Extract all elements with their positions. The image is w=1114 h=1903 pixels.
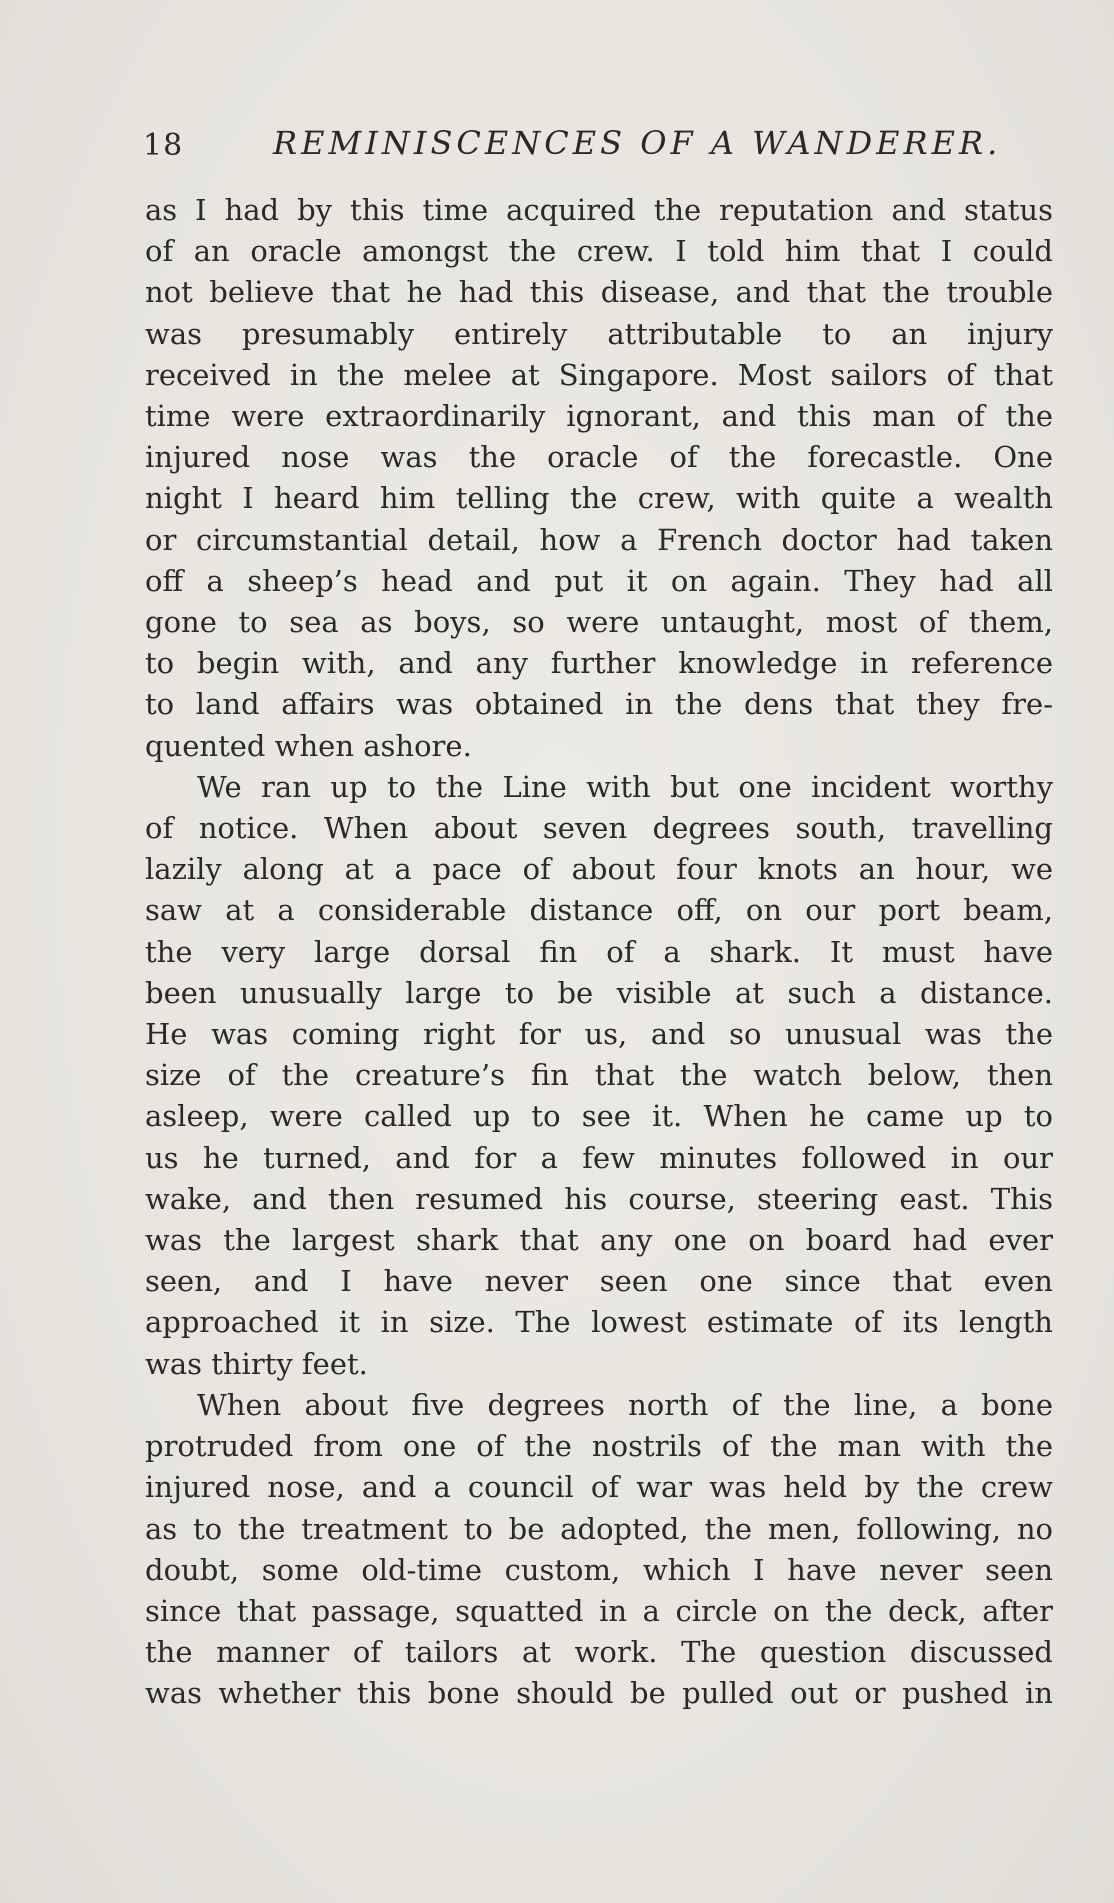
text-line: was thirty feet.	[145, 1346, 368, 1381]
text-line: as I had by this time acquired the reputation and status	[145, 193, 1053, 227]
running-title: REMINISCENCES OF A WANDERER.	[273, 124, 1002, 162]
text-line: protruded from one of the nostrils of the man with the	[145, 1429, 1053, 1464]
text-line: night I heard him telling the crew, with quite a wealth	[145, 481, 1053, 516]
text-line: gone to sea as boys, so were untaught, most of them,	[145, 605, 1053, 640]
text-line: time were extraordinarily ignorant, and this man of the	[145, 399, 1053, 434]
text-line: been unusually large to be visible at such a distance.	[145, 975, 1053, 1010]
text-line: approached it in size. The lowest estimate of its length	[145, 1305, 1053, 1340]
paragraph-1	[145, 190, 1053, 767]
text-line: We ran up to the Line with but one incident worthy	[197, 769, 1053, 804]
text-line: received in the melee at Singapore. Most sailors of that	[145, 357, 1053, 392]
text-line: of notice. When about seven degrees south, travelling	[145, 811, 1053, 846]
text-line: injured nose was the oracle of the forecastle. One	[145, 440, 1053, 475]
text-line: He was coming right for us, and so unusual was the	[145, 1017, 1053, 1052]
text-line: the manner of tailors at work. The question discussed	[145, 1635, 1053, 1670]
text-line: asleep, were called up to see it. When he came up to	[145, 1099, 1053, 1134]
text-line: lazily along at a pace of about four knots an hour, we	[145, 852, 1053, 887]
text-line: size of the creature’s fin that the watch below, then	[145, 1058, 1053, 1093]
text-line: seen, and I have never seen one since that even	[145, 1264, 1053, 1299]
text-line: off a sheep’s head and put it on again. They had all	[145, 563, 1053, 598]
text-line: or circumstantial detail, how a French doctor had taken	[145, 522, 1053, 557]
text-line: to begin with, and any further knowledge in reference	[145, 646, 1053, 681]
text-line: of an oracle amongst the crew. I told him that I could	[145, 234, 1053, 269]
text-line: quented when ashore.	[145, 728, 472, 763]
text-line: us he turned, and for a few minutes followed in our	[145, 1140, 1053, 1175]
text-line: since that passage, squatted in a circle on the deck, after	[145, 1593, 1053, 1628]
text-line: When about five degrees north of the line, a bone	[197, 1387, 1053, 1422]
text-line: injured nose, and a council of war was held by the crew	[145, 1470, 1053, 1505]
text-line: the very large dorsal fin of a shark. It must have	[145, 934, 1053, 969]
text-line: was presumably entirely attributable to an injury	[145, 316, 1053, 351]
paragraph-3	[145, 1385, 1053, 1715]
text-line: was the largest shark that any one on board had ever	[145, 1223, 1053, 1258]
page-header	[143, 120, 1055, 170]
body-text	[145, 190, 1053, 1715]
text-line: wake, and then resumed his course, steering east. This	[145, 1181, 1053, 1216]
text-line: to land affairs was obtained in the dens that they fre-	[145, 687, 1053, 722]
page-number: 18	[143, 128, 184, 163]
text-line: not believe that he had this disease, and that the trouble	[145, 275, 1053, 310]
paragraph-2	[145, 767, 1053, 1385]
text-line: as to the treatment to be adopted, the men, following, no	[145, 1511, 1053, 1546]
text-line: was whether this bone should be pulled out or pushed in	[145, 1676, 1053, 1711]
text-line: saw at a considerable distance off, on our port beam,	[145, 893, 1053, 928]
text-line: doubt, some old-time custom, which I have never seen	[145, 1552, 1053, 1587]
